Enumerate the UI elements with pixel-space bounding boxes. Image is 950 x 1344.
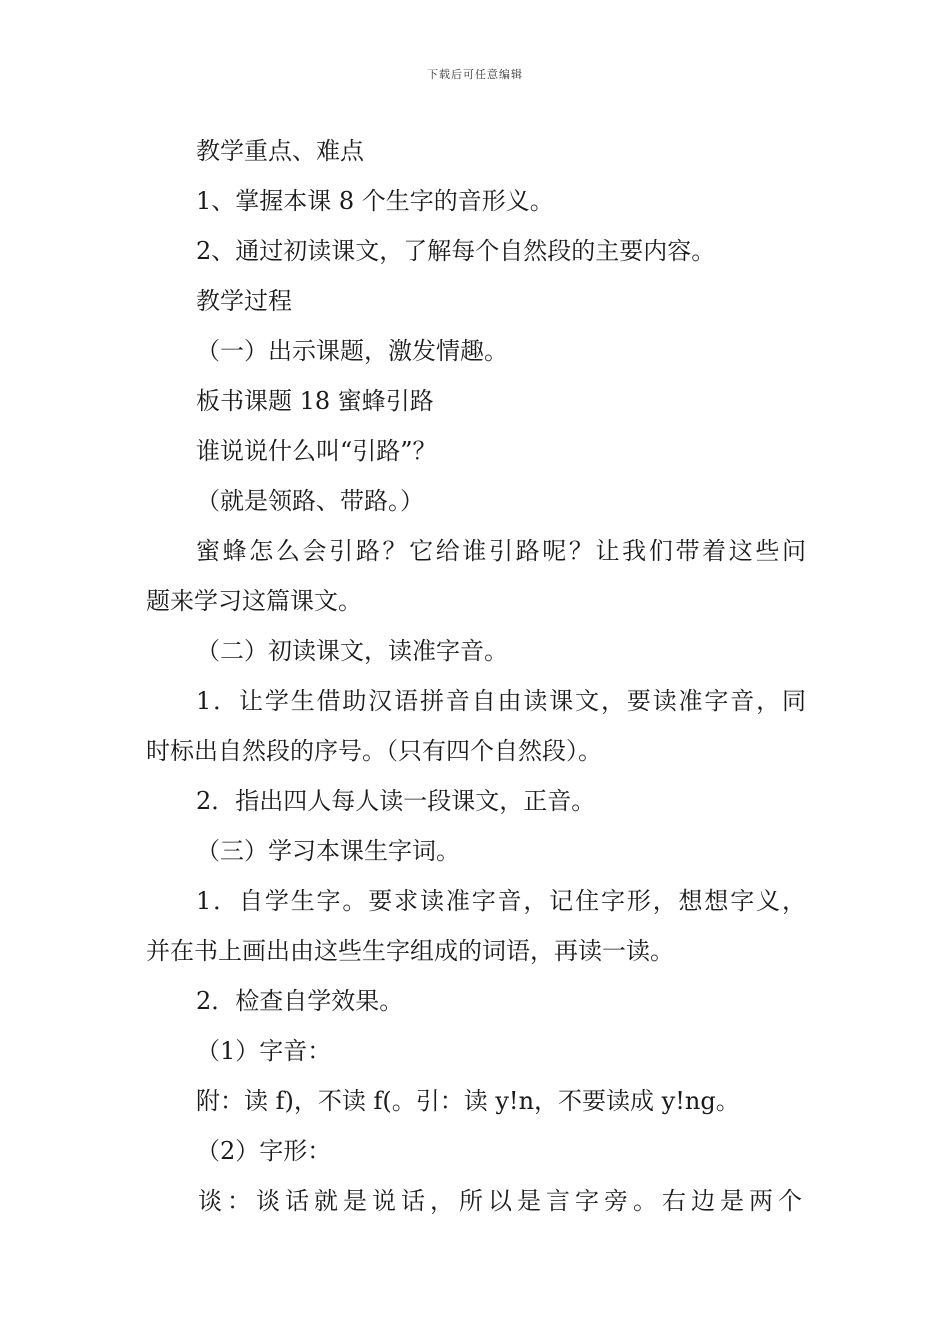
- paragraph-line: 蜜蜂怎么会引路？它给谁引路呢？让我们带着这些问: [196, 537, 806, 565]
- step-heading-3: （三）学习本课生字词。: [196, 837, 460, 865]
- paragraph-line: 题来学习这篇课文。: [146, 587, 362, 615]
- paragraph-line: 板书课题 18 蜜蜂引路: [196, 387, 434, 415]
- paragraph-line: 附：读 f)，不读 f(。引：读 y!n，不要读成 y!ng。: [196, 1087, 740, 1115]
- paragraph-line: 谈：谈话就是说话，所以是言字旁。右边是两个: [198, 1187, 806, 1215]
- sub-heading-character-form: （2）字形：: [196, 1137, 332, 1165]
- page-header: 下载后可任意编辑: [427, 68, 523, 81]
- step-heading-1: （一）出示课题，激发情趣。: [196, 337, 508, 365]
- paragraph-line: 时标出自然段的序号。（只有四个自然段）。: [146, 737, 602, 765]
- section-heading-process: 教学过程: [196, 287, 292, 315]
- section-heading-key-points: 教学重点、难点: [196, 137, 364, 165]
- paragraph-line: 1．让学生借助汉语拼音自由读课文，要读准字音，同: [196, 687, 806, 715]
- sub-heading-pronunciation: （1）字音：: [196, 1037, 332, 1065]
- paragraph-line: 2．检查自学效果。: [196, 987, 404, 1015]
- paragraph-line: 并在书上画出由这些生字组成的词语，再读一读。: [146, 937, 674, 965]
- paragraph-line: 谁说说什么叫“引路”？: [196, 437, 437, 465]
- key-point-1: 1、掌握本课 8 个生字的音形义。: [196, 187, 554, 215]
- key-point-2: 2、通过初读课文，了解每个自然段的主要内容。: [196, 237, 716, 265]
- paragraph-line: 1．自学生字。要求读准字音，记住字形，想想字义，: [196, 887, 806, 915]
- step-heading-2: （二）初读课文，读准字音。: [196, 637, 508, 665]
- paragraph-line: 2．指出四人每人读一段课文，正音。: [196, 787, 596, 815]
- document-body: [146, 126, 806, 1226]
- paragraph-line: （就是领路、带路。）: [196, 487, 424, 515]
